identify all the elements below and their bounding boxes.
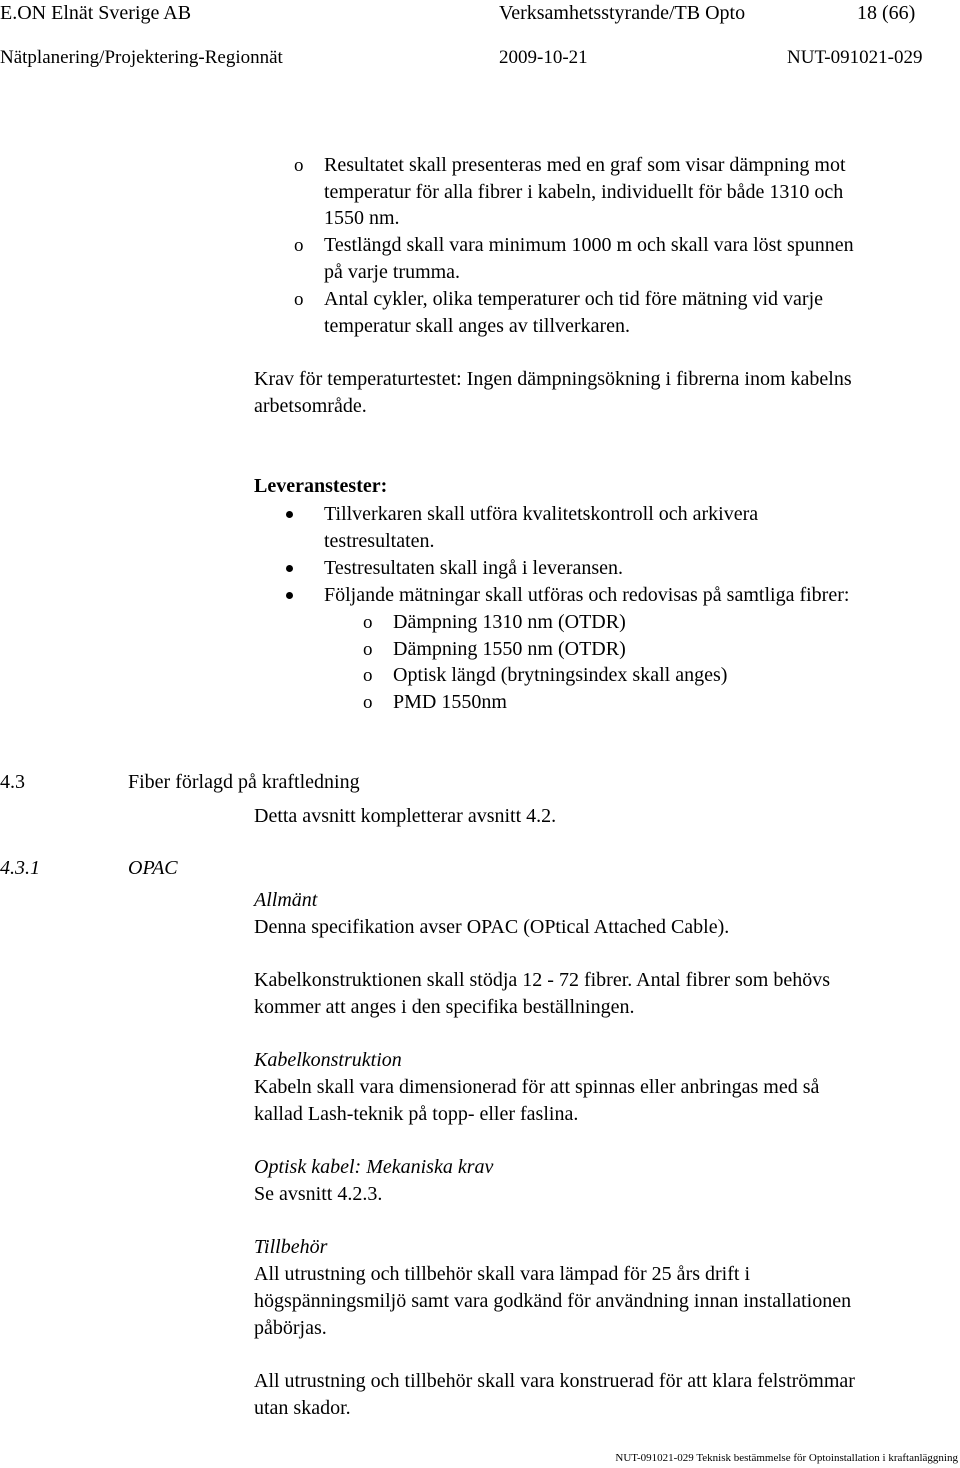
fiber-count-line: kommer att anges i den specifika beställningen.	[254, 996, 635, 1018]
list-item-line: Testlängd skall vara minimum 1000 m och skall vara löst spunnen	[324, 234, 854, 256]
requirement-line: arbetsområde.	[254, 395, 367, 417]
section-intro: Detta avsnitt kompletterar avsnitt 4.2.	[254, 805, 557, 827]
tillbehor-heading: Tillbehör	[254, 1236, 328, 1258]
list-marker: o	[294, 155, 304, 176]
list-item: Optisk längd (brytningsindex skall anges)	[393, 664, 728, 686]
delivery-heading: Leveranstester:	[254, 475, 388, 497]
optisk-kabel-text: Se avsnitt 4.2.3.	[254, 1183, 383, 1205]
header-page-number: 18 (66)	[857, 2, 916, 24]
list-item-line: Följande mätningar skall utföras och redovisas på samtliga fibrer:	[324, 584, 850, 606]
list-item-line: 1550 nm.	[324, 207, 400, 229]
list-marker: o	[363, 639, 373, 660]
section-title: Fiber förlagd på kraftledning	[128, 771, 360, 793]
list-marker: o	[363, 612, 373, 633]
list-item-line: temperatur skall anges av tillverkaren.	[324, 315, 630, 337]
kabelkonstruktion-line: Kabeln skall vara dimensionerad för att spinnas eller anbringas med så	[254, 1076, 820, 1098]
list-marker: o	[294, 289, 304, 310]
header-company: E.ON Elnät Sverige AB	[0, 2, 192, 24]
bullet-dot	[286, 511, 293, 518]
bullet-dot	[286, 592, 293, 599]
final-paragraph-line: All utrustning och tillbehör skall vara konstruerad för att klara felströmmar	[254, 1370, 855, 1392]
list-item-line: Tillverkaren skall utföra kvalitetskontroll och arkivera	[324, 503, 759, 525]
requirement-line: Krav för temperaturtestet: Ingen dämpningsökning i fibrerna inom kabelns	[254, 368, 852, 390]
fiber-count-line: Kabelkonstruktionen skall stödja 12 - 72 fibrer. Antal fibrer som behövs	[254, 969, 831, 991]
header-date: 2009-10-21	[499, 47, 588, 68]
header-unit: Nätplanering/Projektering-Regionnät	[0, 47, 283, 68]
allmant-text: Denna specifikation avser OPAC (OPtical Attached Cable).	[254, 916, 730, 938]
list-item-line: Resultatet skall presenteras med en graf som visar dämpning mot	[324, 154, 846, 176]
list-item-line: temperatur för alla fibrer i kabeln, individuellt för både 1310 och	[324, 181, 844, 203]
optisk-kabel-heading: Optisk kabel: Mekaniska krav	[254, 1156, 494, 1178]
header-department: Verksamhetsstyrande/TB Opto	[499, 2, 746, 24]
header-doc-id: NUT-091021-029	[787, 47, 923, 68]
tillbehor-line: påbörjas.	[254, 1317, 327, 1339]
list-item: Dämpning 1550 nm (OTDR)	[393, 638, 626, 660]
final-paragraph-line: utan skador.	[254, 1397, 351, 1419]
list-item-line: på varje trumma.	[324, 261, 461, 283]
tillbehor-line: All utrustning och tillbehör skall vara lämpad för 25 års drift i	[254, 1263, 750, 1285]
list-marker: o	[294, 235, 304, 256]
list-item-line: testresultaten.	[324, 530, 435, 552]
allmant-heading: Allmänt	[254, 889, 318, 911]
list-marker: o	[363, 692, 373, 713]
kabelkonstruktion-heading: Kabelkonstruktion	[254, 1049, 402, 1071]
bullet-dot	[286, 565, 293, 572]
subsection-number: 4.3.1	[0, 857, 40, 879]
page-footer: NUT-091021-029 Teknisk bestämmelse för Optoinstallation i kraftanläggning	[615, 1452, 958, 1464]
tillbehor-line: högspänningsmiljö samt vara godkänd för användning innan installationen	[254, 1290, 852, 1312]
list-item-line: Antal cykler, olika temperaturer och tid före mätning vid varje	[324, 288, 824, 310]
subsection-title: OPAC	[128, 857, 178, 879]
list-item: PMD 1550nm	[393, 691, 507, 713]
list-marker: o	[363, 665, 373, 686]
kabelkonstruktion-line: kallad Lash-teknik på topp- eller faslina.	[254, 1103, 579, 1125]
list-item: Dämpning 1310 nm (OTDR)	[393, 611, 626, 633]
section-number: 4.3	[0, 771, 25, 793]
list-item-line: Testresultaten skall ingå i leveransen.	[324, 557, 624, 579]
